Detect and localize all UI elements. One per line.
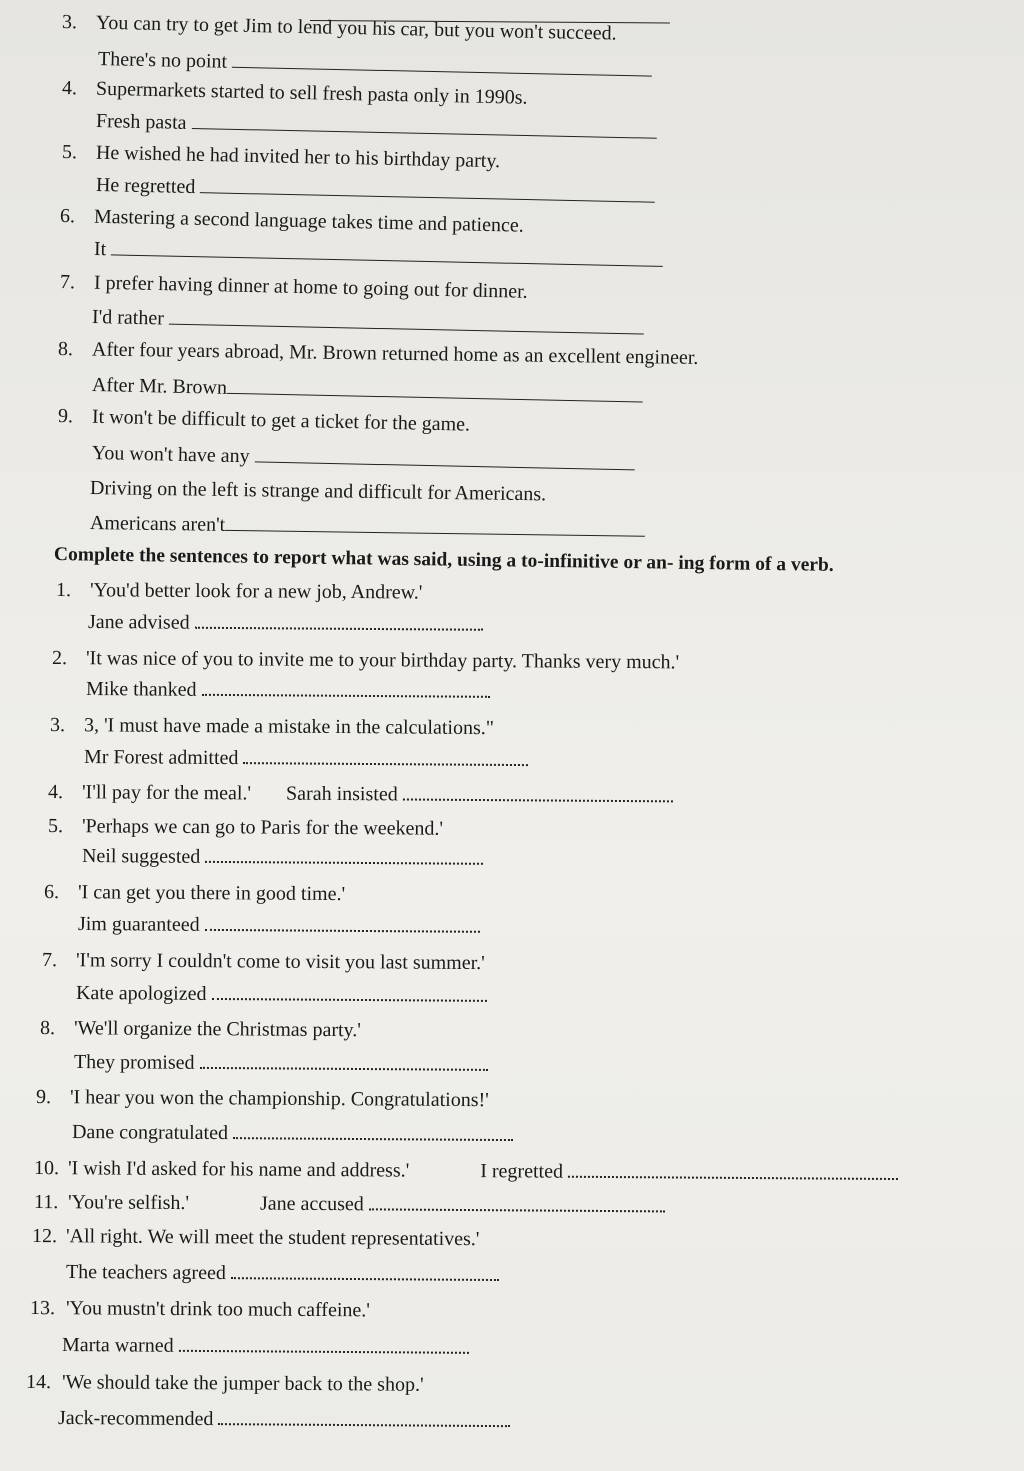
answer-line[interactable] (227, 375, 643, 403)
answer-line[interactable] (403, 782, 673, 802)
item-number: 12. (31, 1225, 58, 1248)
answer-line[interactable] (233, 1121, 513, 1141)
item-sentence: Driving on the left is strange and difficult for Americans. (89, 477, 547, 506)
item-quote: 'I hear you won the championship. Congratulations!' (69, 1086, 489, 1112)
report-answer-1 (88, 610, 483, 637)
report-answer-9 (72, 1120, 513, 1147)
report-item-6 (44, 880, 345, 906)
answer-row-5 (96, 172, 656, 209)
answer-prompt: I regretted (480, 1160, 564, 1183)
item-number: 2. (51, 647, 68, 670)
item-number: 14. (25, 1371, 52, 1394)
answer-prompt: They promised (73, 1051, 195, 1074)
answer-prompt: After Mr. Brown (91, 374, 228, 399)
report-item-8 (40, 1016, 361, 1042)
report-answer-2 (86, 677, 490, 704)
answer-prompt: Jane advised (87, 611, 190, 634)
report-answer-8 (74, 1050, 488, 1077)
item-quote: 'You're selfish.' (67, 1191, 190, 1215)
exercise-item-4 (62, 76, 528, 110)
item-sentence: After four years abroad, Mr. Brown returned home as an excellent engineer. (91, 338, 699, 369)
item-quote: 'I wish I'd asked for his name and address.' (67, 1157, 410, 1182)
item-sentence: Supermarkets started to sell fresh pasta only in 1990s. (95, 77, 528, 109)
report-item-1 (56, 578, 423, 605)
exercise-item-6 (60, 204, 524, 238)
report-item-2 (52, 646, 679, 674)
item-quote: 'You mustn't drink too much caffeine.' (65, 1297, 371, 1322)
answer-line[interactable] (200, 174, 655, 203)
item-number: 3. (49, 714, 66, 737)
exercise-item-10 (90, 476, 546, 506)
report-item-3 (50, 713, 494, 740)
report-item-10 (34, 1156, 898, 1186)
item-number: 4. (61, 77, 78, 100)
report-answer-5 (82, 844, 483, 871)
report-answer-3 (84, 745, 529, 772)
exercise-item-9 (58, 404, 471, 437)
answer-prompt: You won't have any (91, 442, 250, 468)
item-quote: 'We'll organize the Christmas party.' (73, 1017, 361, 1042)
answer-prompt: Sarah insisted (286, 782, 398, 806)
answer-prompt: Fresh pasta (95, 110, 187, 134)
answer-line[interactable] (211, 982, 486, 1002)
answer-line[interactable] (111, 236, 663, 267)
exercise-item-8 (58, 337, 699, 370)
answer-line[interactable] (225, 512, 645, 537)
item-number: 6. (59, 205, 76, 228)
item-sentence: You can try to get Jim to lend you his car, but you won't succeed. (95, 11, 617, 45)
answer-row-7 (92, 304, 644, 341)
item-quote: 'Perhaps we can go to Paris for the weekend.' (81, 815, 444, 840)
answer-prompt: Mr Forest admitted (83, 746, 239, 770)
item-quote: 'All right. We will meet the student representatives.' (65, 1225, 480, 1251)
report-answer-13 (62, 1333, 469, 1360)
report-item-5 (48, 814, 443, 841)
item-number: 9. (35, 1086, 52, 1109)
answer-row-4 (96, 108, 657, 145)
item-number: 9. (57, 405, 74, 428)
answer-prompt: Jack-recommended (57, 1407, 214, 1431)
item-number: 10. (33, 1157, 60, 1180)
answer-line[interactable] (199, 1051, 487, 1071)
item-number: 1. (55, 579, 72, 602)
item-number: 5. (47, 815, 64, 838)
answer-prompt: Neil suggested (81, 845, 201, 868)
item-sentence: Mastering a second language takes time and patience. (93, 205, 524, 237)
item-quote: 'We should take the jumper back to the shop.' (61, 1371, 424, 1396)
answer-row-10 (90, 510, 646, 543)
item-number: 6. (43, 881, 60, 904)
report-answer-7 (76, 981, 487, 1008)
report-item-12 (32, 1224, 480, 1251)
report-item-4 (48, 780, 673, 808)
item-number: 8. (39, 1017, 56, 1040)
item-quote: 'I can get you there in good time.' (77, 881, 346, 906)
item-number: 5. (61, 141, 78, 164)
answer-line[interactable] (218, 1407, 510, 1427)
answer-row-9 (92, 440, 635, 476)
answer-prompt: Dane congratulated (71, 1121, 229, 1145)
answer-line[interactable] (568, 1160, 898, 1180)
answer-line[interactable] (369, 1192, 665, 1212)
report-answer-6 (78, 912, 480, 939)
item-number: 11. (33, 1191, 59, 1214)
report-item-14 (26, 1370, 424, 1397)
answer-row-8 (92, 372, 643, 409)
report-item-11 (34, 1190, 665, 1218)
item-sentence: He wished he had invited her to his birthday party. (95, 141, 501, 173)
item-number: 4. (47, 781, 64, 804)
item-number: 8. (57, 338, 74, 361)
answer-line[interactable] (205, 913, 480, 933)
answer-row-3 (98, 46, 653, 83)
item-number: 7. (59, 271, 76, 294)
item-number: 13. (29, 1297, 56, 1320)
item-number: 7. (41, 949, 58, 972)
answer-line[interactable] (195, 611, 483, 631)
answer-prompt: Americans aren't (89, 512, 226, 536)
section-instruction: Complete the sentences to report what was said, using a to-infinitive or an- ing form of a verb. (53, 544, 834, 576)
answer-line[interactable] (231, 1261, 499, 1281)
answer-prompt: Kate apologized (75, 982, 207, 1005)
report-answer-14 (58, 1406, 511, 1433)
answer-prompt: Jane accused (259, 1192, 364, 1216)
report-item-7 (42, 948, 485, 975)
item-quote: 'I'm sorry I couldn't come to visit you last summer.' (75, 949, 485, 975)
answer-prompt: Jim guaranteed (77, 913, 200, 936)
answer-line[interactable] (191, 110, 656, 139)
answer-prompt: Marta warned (61, 1334, 174, 1357)
item-quote: 3, 'I must have made a mistake in the calculations." (83, 714, 495, 740)
answer-prompt: The teachers agreed (65, 1261, 226, 1285)
answer-prompt: It (93, 238, 107, 261)
answer-row-6 (94, 236, 664, 273)
item-sentence: It won't be difficult to get a ticket for the game. (91, 405, 471, 436)
item-number: 3. (61, 11, 78, 34)
answer-line[interactable] (255, 443, 635, 470)
answer-line[interactable] (201, 678, 489, 698)
answer-prompt: There's no point (97, 48, 228, 73)
answer-line[interactable] (205, 845, 483, 865)
exercise-item-7 (60, 270, 528, 304)
report-item-9 (36, 1085, 489, 1112)
answer-line[interactable] (169, 306, 644, 335)
exercise-item-5 (62, 140, 501, 173)
item-sentence: I prefer having dinner at home to going out for dinner. (93, 271, 528, 303)
answer-line[interactable] (243, 746, 528, 766)
report-item-13 (30, 1296, 370, 1322)
answer-line[interactable] (232, 49, 652, 77)
answer-line[interactable] (179, 1334, 469, 1354)
item-quote: 'It was nice of you to invite me to your birthday party. Thanks very much.' (85, 647, 680, 674)
answer-prompt: Mike thanked (85, 678, 197, 701)
item-quote: 'I'll pay for the meal.' (81, 781, 252, 805)
report-answer-12 (66, 1260, 499, 1287)
item-quote: 'You'd better look for a new job, Andrew.' (89, 579, 423, 604)
answer-prompt: I'd rather (91, 306, 165, 330)
answer-prompt: He regretted (95, 174, 196, 199)
